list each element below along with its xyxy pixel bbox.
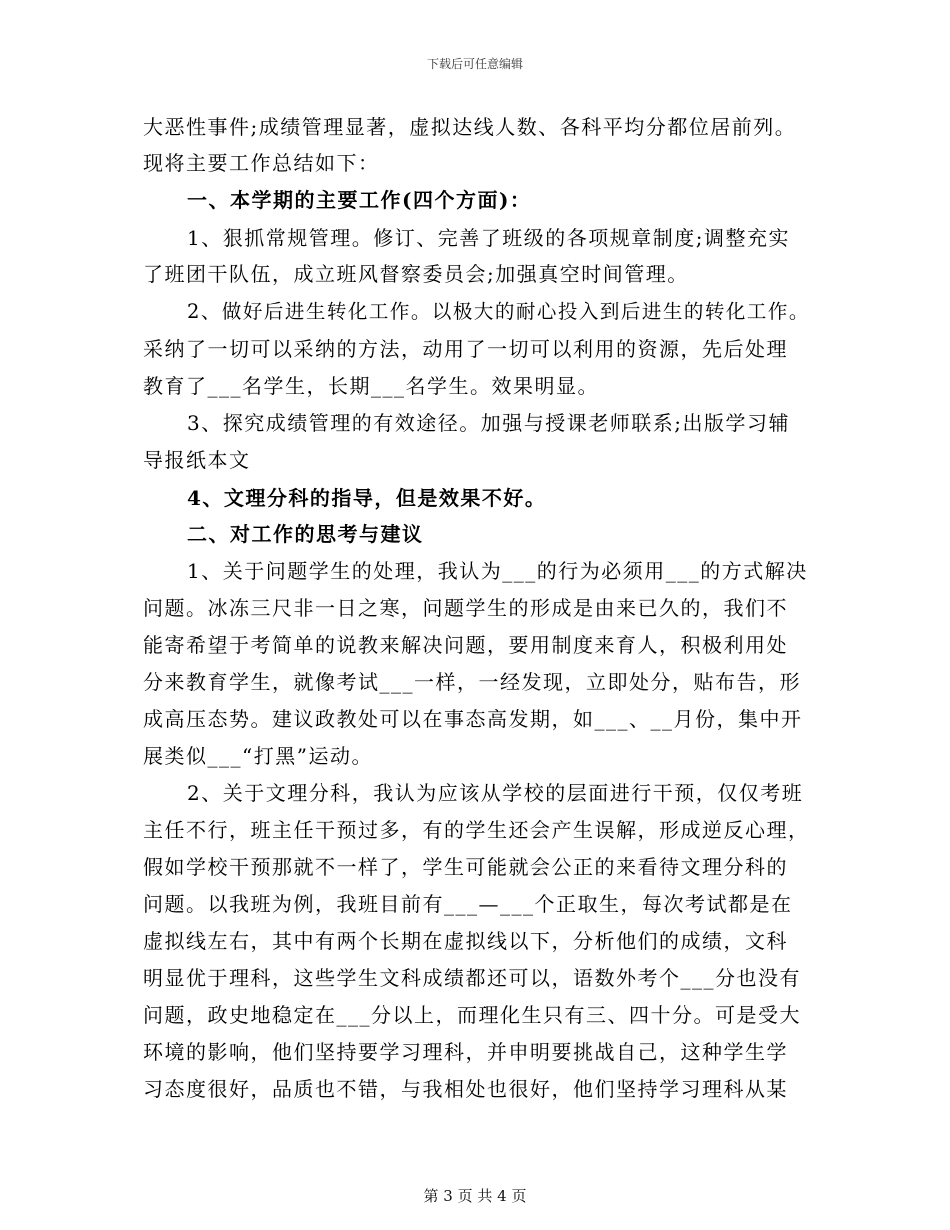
page-header: 下载后可任意编辑 bbox=[426, 57, 523, 71]
text-line: 3、探究成绩管理的有效途径。加强与授课老师联系;出版学习辅 bbox=[187, 411, 790, 435]
text-line: 教育了___名学生，长期___名学生。效果明显。 bbox=[143, 374, 599, 398]
text-line: 假如学校干预那就不一样了，学生可能就会公正的来看待文理分科的 bbox=[143, 855, 788, 879]
text-line: 问题。冰冻三尺非一日之寒，问题学生的形成是由来已久的，我们不 bbox=[143, 596, 788, 620]
page-footer: 第 3 页 共 4 页 bbox=[423, 1187, 527, 1205]
text-line: 2、关于文理分科，我认为应该从学校的层面进行干预，仅仅考班 bbox=[187, 781, 804, 805]
text-line: 展类似___“打黑”运动。 bbox=[143, 744, 373, 768]
text-line: 了班团干队伍，成立班风督察委员会;加强真空时间管理。 bbox=[143, 262, 689, 286]
section-heading: 一、本学期的主要工作(四个方面)： bbox=[187, 188, 532, 212]
text-line: 问题，政史地稳定在___分以上，而理化生只有三、四十分。可是受大 bbox=[143, 1003, 801, 1027]
text-line: 成高压态势。建议政教处可以在事态高发期，如___、__月份，集中开 bbox=[143, 707, 803, 731]
text-line: 大恶性事件;成绩管理显著，虚拟达线人数、各科平均分都位居前列。 bbox=[143, 115, 797, 139]
text-line: 习态度很好，品质也不错，与我相处也很好，他们坚持学习理科从某 bbox=[143, 1077, 788, 1101]
text-line: 主任不行，班主任干预过多，有的学生还会产生误解，形成逆反心理， bbox=[143, 818, 810, 842]
text-line: 虚拟线左右，其中有两个长期在虚拟线以下，分析他们的成绩，文科 bbox=[143, 929, 788, 953]
text-line: 问题。以我班为例，我班目前有___—___个正取生，每次考试都是在 bbox=[143, 892, 793, 916]
text-line: 1、狠抓常规管理。修订、完善了班级的各项规章制度;调整充实 bbox=[187, 226, 790, 250]
text-line: 明显优于理科，这些学生文科成绩都还可以，语数外考个___分也没有 bbox=[143, 966, 801, 990]
text-line: 导报纸本文 bbox=[143, 448, 251, 472]
text-line: 分来教育学生，就像考试___一样，一经发现，立即处分，贴布告，形 bbox=[143, 670, 801, 694]
text-line: 环境的影响，他们坚持要学习理科，并申明要挑战自己，这种学生学 bbox=[143, 1040, 788, 1064]
text-line: 2、做好后进生转化工作。以极大的耐心投入到后进生的转化工作。 bbox=[187, 300, 810, 323]
section-heading: 二、对工作的思考与建议 bbox=[187, 522, 424, 546]
text-line: 能寄希望于考简单的说教来解决问题，要用制度来育人，积极利用处 bbox=[143, 633, 788, 657]
text-line: 采纳了一切可以采纳的方法，动用了一切可以利用的资源，先后处理 bbox=[143, 337, 788, 361]
text-line: 现将主要工作总结如下： bbox=[143, 151, 380, 175]
text-line: 1、关于问题学生的处理，我认为___的行为必须用___的方式解决 bbox=[187, 559, 808, 583]
section-heading: 4、文理分科的指导，但是效果不好。 bbox=[187, 486, 547, 510]
